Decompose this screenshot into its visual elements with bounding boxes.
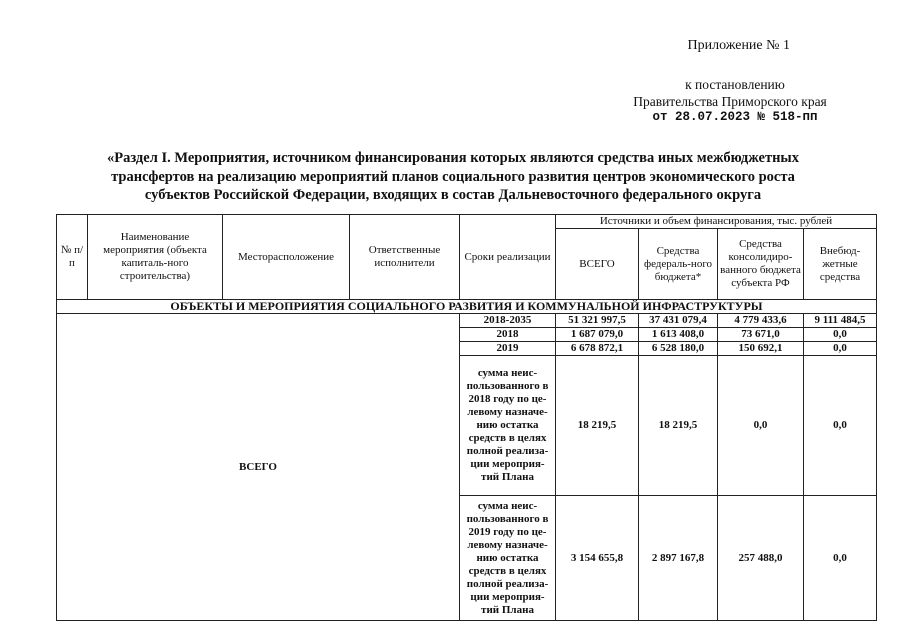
section-row (57, 300, 877, 314)
row-federal: 18 219,5 (639, 356, 718, 496)
header-extrabudget: Внебюд-жетные средства (804, 229, 877, 300)
appendix-to-line: к постановлению (685, 77, 785, 92)
header-executors: Ответственные исполнители (350, 215, 460, 300)
row-consolidated: 0,0 (718, 356, 804, 496)
row-extrabudget: 0,0 (804, 356, 877, 496)
row-federal: 37 431 079,4 (639, 314, 718, 328)
document-title (40, 149, 866, 205)
row-federal: 2 897 167,8 (639, 496, 718, 621)
header-location: Месторасположение (223, 215, 350, 300)
financing-table (56, 214, 877, 621)
row-extrabudget: 0,0 (804, 496, 877, 621)
row-period: 2018 (460, 328, 556, 342)
appendix-date-line: от 28.07.2023 № 518-пп (652, 110, 818, 124)
section-title: ОБЪЕКТЫ И МЕРОПРИЯТИЯ СОЦИАЛЬНОГО РАЗВИТИЯ И КОММУНАЛЬНОЙ ИНФРАСТРУКТУРЫ (57, 300, 877, 314)
title-line-1: «Раздел I. Мероприятия, источником финансирования которых являются средства иных межбюджетных (107, 150, 799, 166)
row-total: 6 678 872,1 (556, 342, 639, 356)
row-consolidated: 73 671,0 (718, 328, 804, 342)
row-federal: 6 528 180,0 (639, 342, 718, 356)
row-period: сумма неис-пользованного в 2019 году по це-левому назначе-нию остатка средств в целях полной реализа-ции мероприя-тий Плана (460, 496, 556, 621)
row-total: 18 219,5 (556, 356, 639, 496)
row-period: 2019 (460, 342, 556, 356)
title-line-3: субъектов Российской Федерации, входящих в состав Дальневосточного федерального округа (144, 187, 762, 203)
row-total: 51 321 997,5 (556, 314, 639, 328)
header-total: ВСЕГО (556, 229, 639, 300)
header-row-1 (57, 215, 877, 229)
header-period: Сроки реализации (460, 215, 556, 300)
row-consolidated: 4 779 433,6 (718, 314, 804, 328)
header-num: № п/п (57, 215, 88, 300)
title-line-2: трансфертов на реализацию мероприятий планов социального развития центров экономического роста (111, 168, 795, 185)
header-sources: Источники и объем финансирования, тыс. рублей (556, 215, 877, 229)
row-period: сумма неис-пользованного в 2018 году по це-левому назначе-нию остатка средств в целях полной реализа-ции мероприя-тий Плана (460, 356, 556, 496)
row-total: 3 154 655,8 (556, 496, 639, 621)
appendix-government-line: Правительства Приморского края (633, 94, 827, 109)
row-consolidated: 257 488,0 (718, 496, 804, 621)
row-extrabudget: 0,0 (804, 342, 877, 356)
row-federal: 1 613 408,0 (639, 328, 718, 342)
table-row (57, 314, 877, 328)
row-extrabudget: 9 111 484,5 (804, 314, 877, 328)
appendix-title: Приложение № 1 (687, 38, 790, 53)
row-period: 2018-2035 (460, 314, 556, 328)
header-consolidated: Средства консолидиро-ванного бюджета субъекта РФ (718, 229, 804, 300)
row-total: 1 687 079,0 (556, 328, 639, 342)
header-federal: Средства федераль-ного бюджета* (639, 229, 718, 300)
group-label: ВСЕГО (57, 314, 460, 621)
header-name: Наименование мероприятия (объекта капиталь-ного строительства) (88, 215, 223, 300)
row-consolidated: 150 692,1 (718, 342, 804, 356)
row-extrabudget: 0,0 (804, 328, 877, 342)
